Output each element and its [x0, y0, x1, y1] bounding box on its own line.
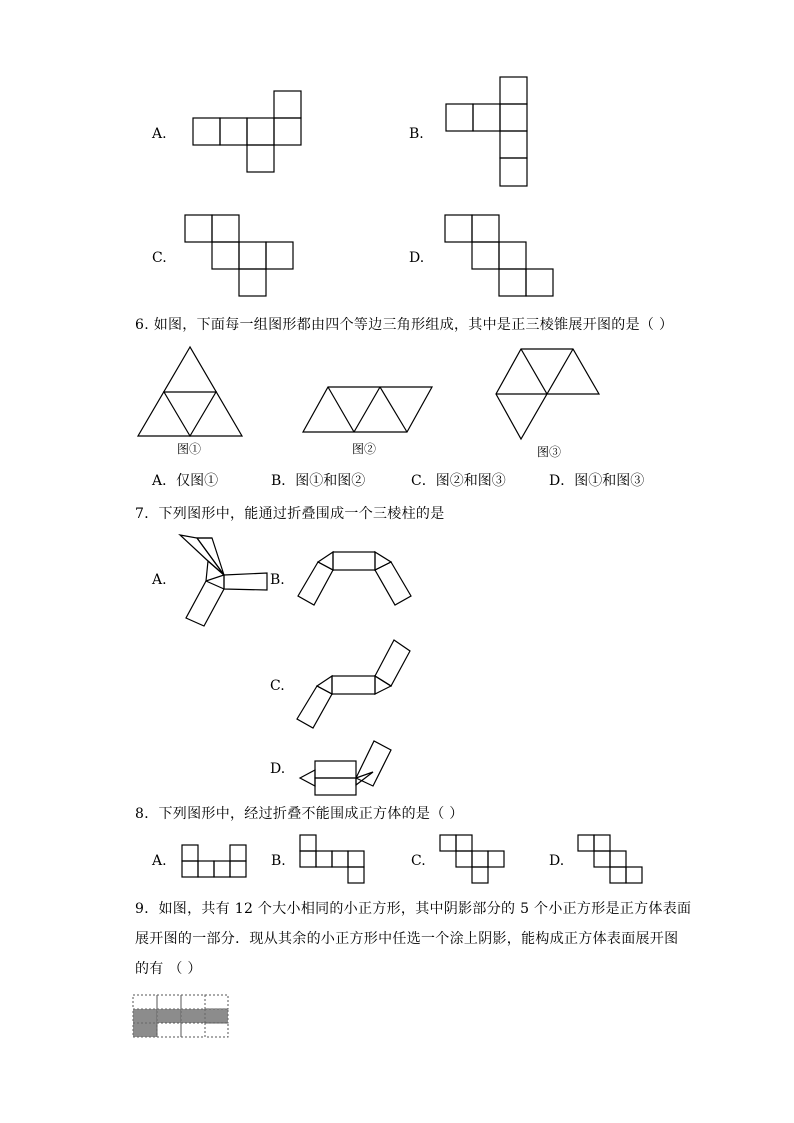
q6-figure-3-caption: 图③ [537, 445, 562, 459]
q9-question-line-2: 展开图的一部分．现从其余的小正方形中任选一个涂上阴影，能构成正方体表面展开图 [135, 931, 679, 947]
q5-option-d[interactable]: D. [409, 250, 425, 266]
q6-figure-1 [138, 347, 242, 436]
q7-net-c [297, 640, 410, 728]
q6-figure-2 [303, 387, 432, 432]
q8-net-a [182, 845, 246, 877]
q6-option-c[interactable]: C．图②和图③ [411, 473, 506, 489]
q8-question: 8．下列图形中，经过折叠不能围成正方体的是（ ） [135, 806, 464, 822]
q8-option-c[interactable]: C. [411, 853, 426, 869]
q5-option-a[interactable]: A. [152, 126, 167, 142]
q7-option-a[interactable]: A. [152, 572, 167, 588]
q5-net-d [445, 215, 553, 296]
q7-net-b [298, 552, 411, 605]
q8-option-a[interactable]: A. [152, 853, 167, 869]
q8-net-d [578, 835, 642, 883]
q6-option-b[interactable]: B．图①和图② [271, 473, 366, 489]
q9-question-line-1: 9．如图，共有 12 个大小相同的小正方形，其中阴影部分的 5 个小正方形是正方体表面 [135, 901, 692, 917]
q6-option-d[interactable]: D．图①和图③ [549, 473, 645, 489]
q5-option-c[interactable]: C. [152, 250, 167, 266]
q5-option-b[interactable]: B. [409, 126, 424, 142]
q5-net-b [446, 77, 527, 186]
q6-question: 6. 如图，下面每一组图形都由四个等边三角形组成，其中是正三棱锥展开图的是（ ） [135, 317, 674, 333]
q7-option-c[interactable]: C. [270, 678, 285, 694]
q7-net-a [180, 535, 267, 626]
q6-option-a[interactable]: A．仅图① [152, 473, 219, 489]
q6-figure-2-caption: 图② [352, 442, 377, 456]
q7-option-b[interactable]: B. [270, 572, 285, 588]
q8-net-c [440, 835, 504, 883]
q8-option-d[interactable]: D. [549, 853, 565, 869]
q7-question: 7．下列图形中，能通过折叠围成一个三棱柱的是 [135, 506, 445, 522]
q8-option-b[interactable]: B. [271, 853, 286, 869]
q6-figure-3 [496, 349, 599, 439]
q8-net-b [300, 835, 364, 883]
q5-net-c [185, 215, 293, 296]
q9-question-line-3: 的有 （ ） [135, 961, 202, 977]
q7-option-d[interactable]: D. [270, 761, 286, 777]
q7-net-d [300, 741, 391, 795]
q6-figure-1-caption: 图① [177, 442, 202, 456]
q5-net-a [193, 91, 301, 172]
q9-grid [133, 995, 228, 1037]
